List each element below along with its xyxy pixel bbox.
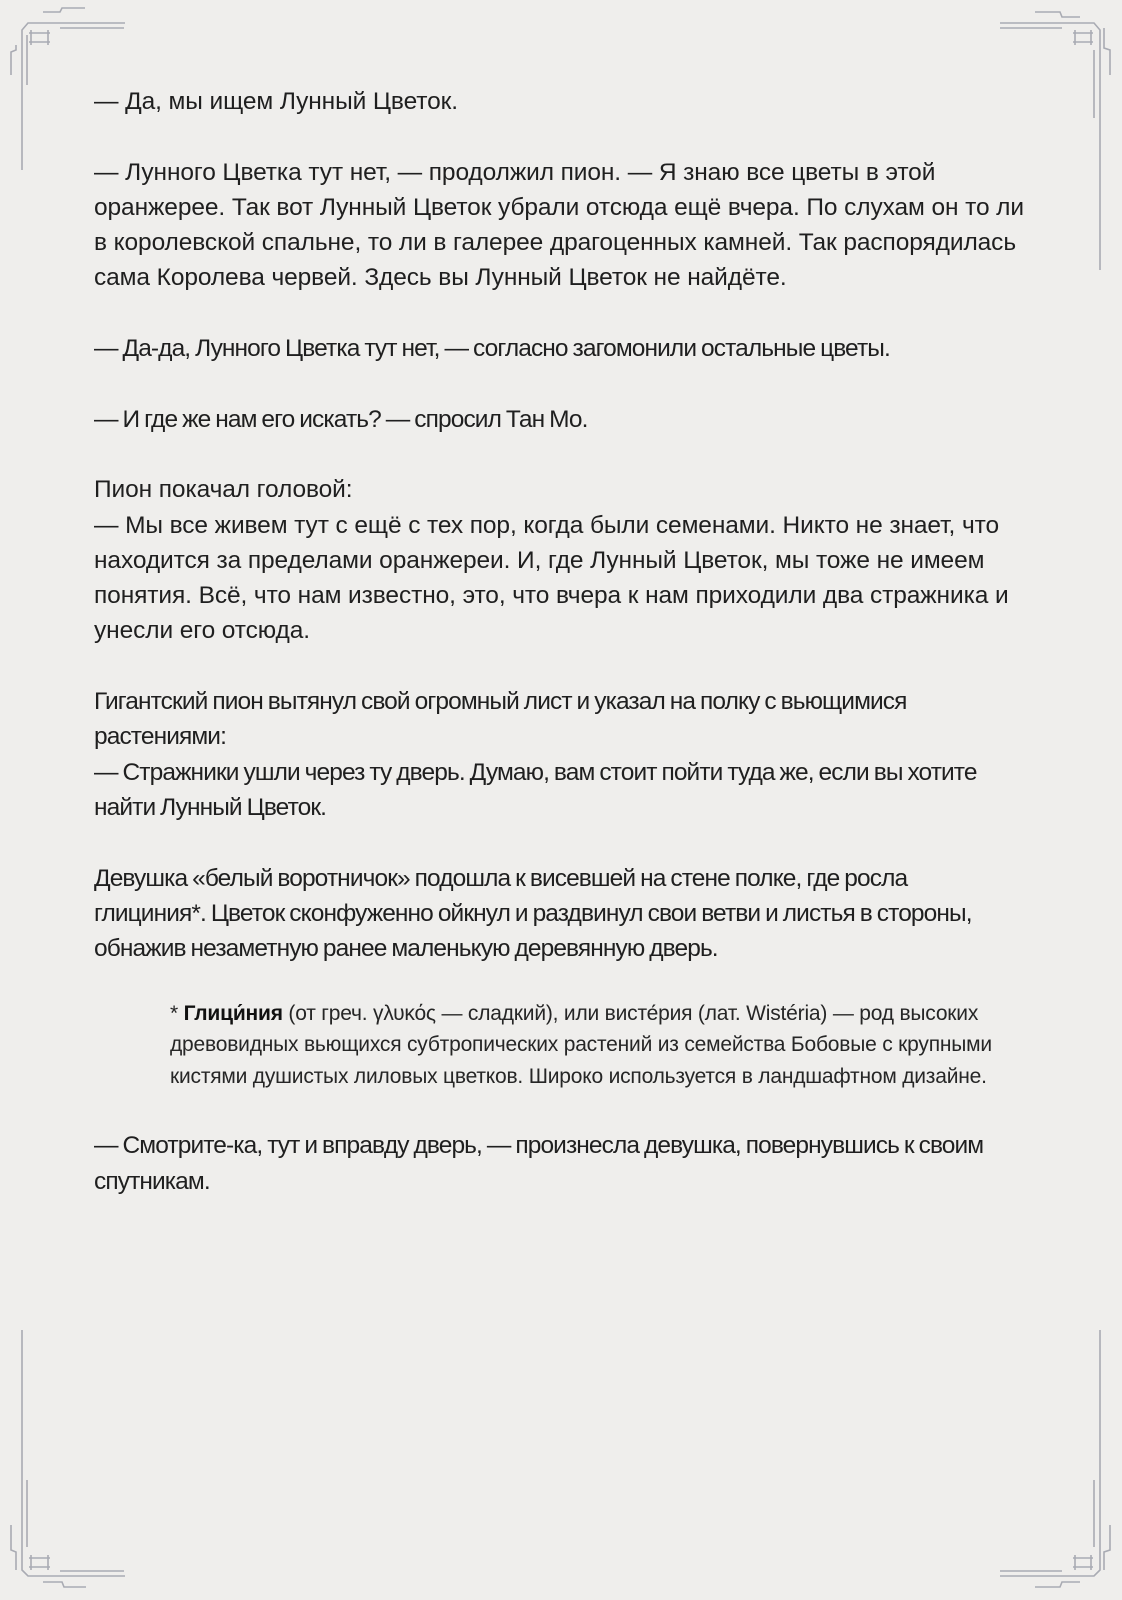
paragraph: — И где же нам его искать? — спросил Тан Мо. xyxy=(94,405,588,433)
footnote xyxy=(170,998,1020,1093)
paragraph: — Лунного Цветка тут нет, — продолжил пион. — Я знаю все цветы в этой оранжерее. Так вот Лунный Цветок убрали отсюда ещё вчера. По слухам он то ли в королевской спальне, то ли в галерее драгоценных камней. Так распорядилась сама Королева червей. Здесь вы Лунный Цветок не найдёте. xyxy=(94,158,1024,292)
paragraph: Гигантский пион вытянул свой огромный лист и указал на полку с вьющимися растениями: xyxy=(94,688,907,751)
footnote-marker: * xyxy=(170,1001,184,1025)
paragraph: — Да-да, Лунного Цветка тут нет, — согласно загомонили остальные цветы. xyxy=(94,335,890,363)
frame-corner-bottom-left xyxy=(11,1330,125,1587)
paragraph: — Смотрите-ка, тут и вправду дверь, — произнесла девушка, повернувшись к своим спутникам. xyxy=(94,1132,984,1195)
footnote-term: Глици́ния xyxy=(183,1001,283,1025)
story-text xyxy=(94,84,1024,1234)
paragraph: — Да, мы ищем Лунный Цветок. xyxy=(94,88,458,115)
paragraph: Девушка «белый воротничок» подошла к висевшей на стене полке, где росла глициния*. Цветок сконфуженно ойкнул и раздвинул свои ветви и листья в стороны, обнажив незаметную ранее маленькую деревянную дверь. xyxy=(94,864,972,963)
footnote-text: (от греч. γλυκός — сладкий), или висте́рия (лат. Wistéria) — род высоких древовидных вьющихся субтропических растений из семейства Бобовые с крупными кистями душистых лиловых цветков. Широко используется в ландшафтном дизайне. xyxy=(170,1001,992,1088)
paragraph: — Мы все живем тут с ещё с тех пор, когда были семенами. Никто не знает, что находится за пределами оранжереи. И, где Лунный Цветок, мы тоже не имеем понятия. Всё, что нам известно, это, что вчера к нам приходили два стражника и унесли его отсюда. xyxy=(94,511,1009,645)
paragraph: Пион покачал головой: xyxy=(94,476,353,504)
paragraph: — Стражники ушли через ту дверь. Думаю, вам стоит пойти туда же, если вы хотите найти Лунный Цветок. xyxy=(94,758,977,821)
frame-corner-bottom-right xyxy=(1000,1330,1110,1587)
